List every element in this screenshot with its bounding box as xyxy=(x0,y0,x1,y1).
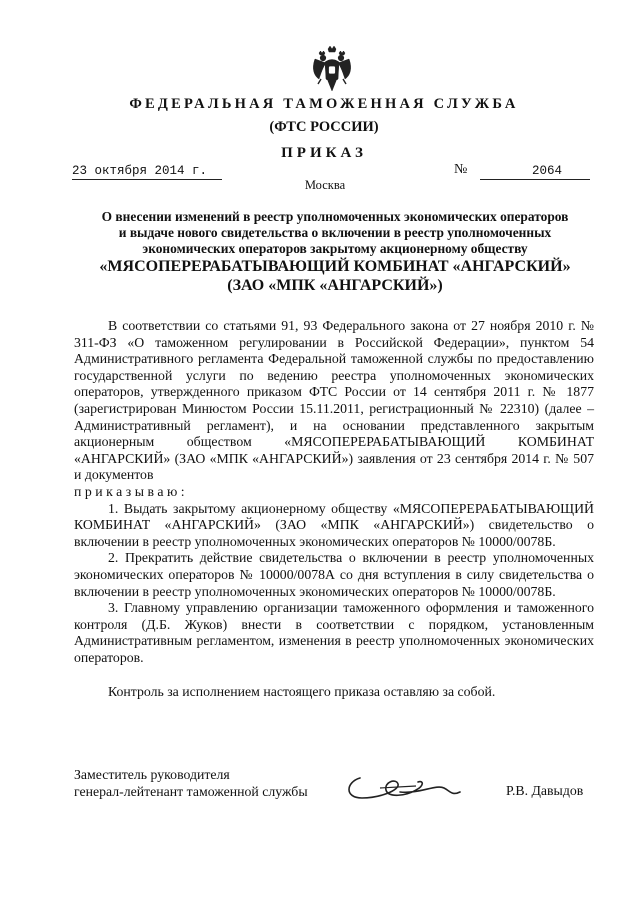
order-item-2: 2. Прекратить действие свидетельства о включении в реестр уполномоченных экономических операторов № 10000/0078А со дня вступления в силу свидетельства о включении в реестр уполномоченных экономических операторов № 10000/0078Б. xyxy=(74,550,594,599)
subject-company-name: «МЯСОПЕРЕРАБАТЫВАЮЩИЙ КОМБИНАТ «АНГАРСКИЙ» xyxy=(99,258,571,275)
subject-line: экономических операторов закрытому акционерному обществу xyxy=(142,241,528,256)
document-type: ПРИКАЗ xyxy=(281,145,367,161)
subject-company-short: (ЗАО «МПК «АНГАРСКИЙ») xyxy=(227,277,443,294)
order-body xyxy=(74,318,594,701)
order-word: приказываю: xyxy=(74,483,189,499)
order-subject xyxy=(70,209,600,295)
agency-short-name: (ФТС РОССИИ) xyxy=(269,119,379,135)
control-paragraph: Контроль за исполнением настоящего приказа оставляю за собой. xyxy=(108,684,496,700)
position-line: Заместитель руководителя xyxy=(74,767,230,782)
order-item-1: 1. Выдать закрытому акционерному обществу «МЯСОПЕРЕРАБАТЫВАЮЩИЙ КОМБИНАТ «АНГАРСКИЙ» (ЗАО «МПК «АНГАРСКИЙ») свидетельство о включении в реестр уполномоченных экономических операторов № 10000/0078Б. xyxy=(74,500,594,549)
order-number: 2064 xyxy=(480,164,590,180)
subject-line: О внесении изменений в реестр уполномоченных экономических операторов xyxy=(101,209,569,224)
intro-paragraph: В соответствии со статьями 91, 93 Федерального закона от 27 ноября 2010 г. № 311-ФЗ «О таможенном регулировании в Российской Федерации», пунктом 54 Административного регламента Федеральной таможенной службы по предоставлению государственной услуги по ведению реестра уполномоченных экономических операторов, утвержденного приказом ФТС России от 14 сентября 2011 г. № 1877 (зарегистрирован Минюстом России 15.11.2011, регистрационный № 22310) (далее – Административный регламент), и на основании представленного закрытым акционерным обществом «МЯСОПЕРЕРАБАТЫВАЮЩИЙ КОМБИНАТ «АНГАРСКИЙ» (ЗАО «МПК «АНГАРСКИЙ») заявления от 23 сентября 2014 г. № 507 и документов xyxy=(74,318,594,483)
subject-line: и выдаче нового свидетельства о включении в реестр уполномоченных xyxy=(118,225,552,240)
issue-city: Москва xyxy=(304,178,346,192)
position-line: генерал-лейтенант таможенной службы xyxy=(74,784,308,799)
number-sign: № xyxy=(454,162,468,177)
order-date: 23 октября 2014 г. xyxy=(72,164,222,180)
signatory-name: Р.В. Давыдов xyxy=(506,783,584,798)
coat-of-arms-icon xyxy=(311,45,353,93)
order-item-3: 3. Главному управлению организации таможенного оформления и таможенного контроля (Д.Б. Жуков) внести в соответствии с порядком, установленным Административным регламентом, изменения в реестр уполномоченных экономических операторов. xyxy=(74,600,594,665)
handwritten-signature xyxy=(340,768,480,808)
agency-name: ФЕДЕРАЛЬНАЯ ТАМОЖЕННАЯ СЛУЖБА xyxy=(129,96,519,112)
